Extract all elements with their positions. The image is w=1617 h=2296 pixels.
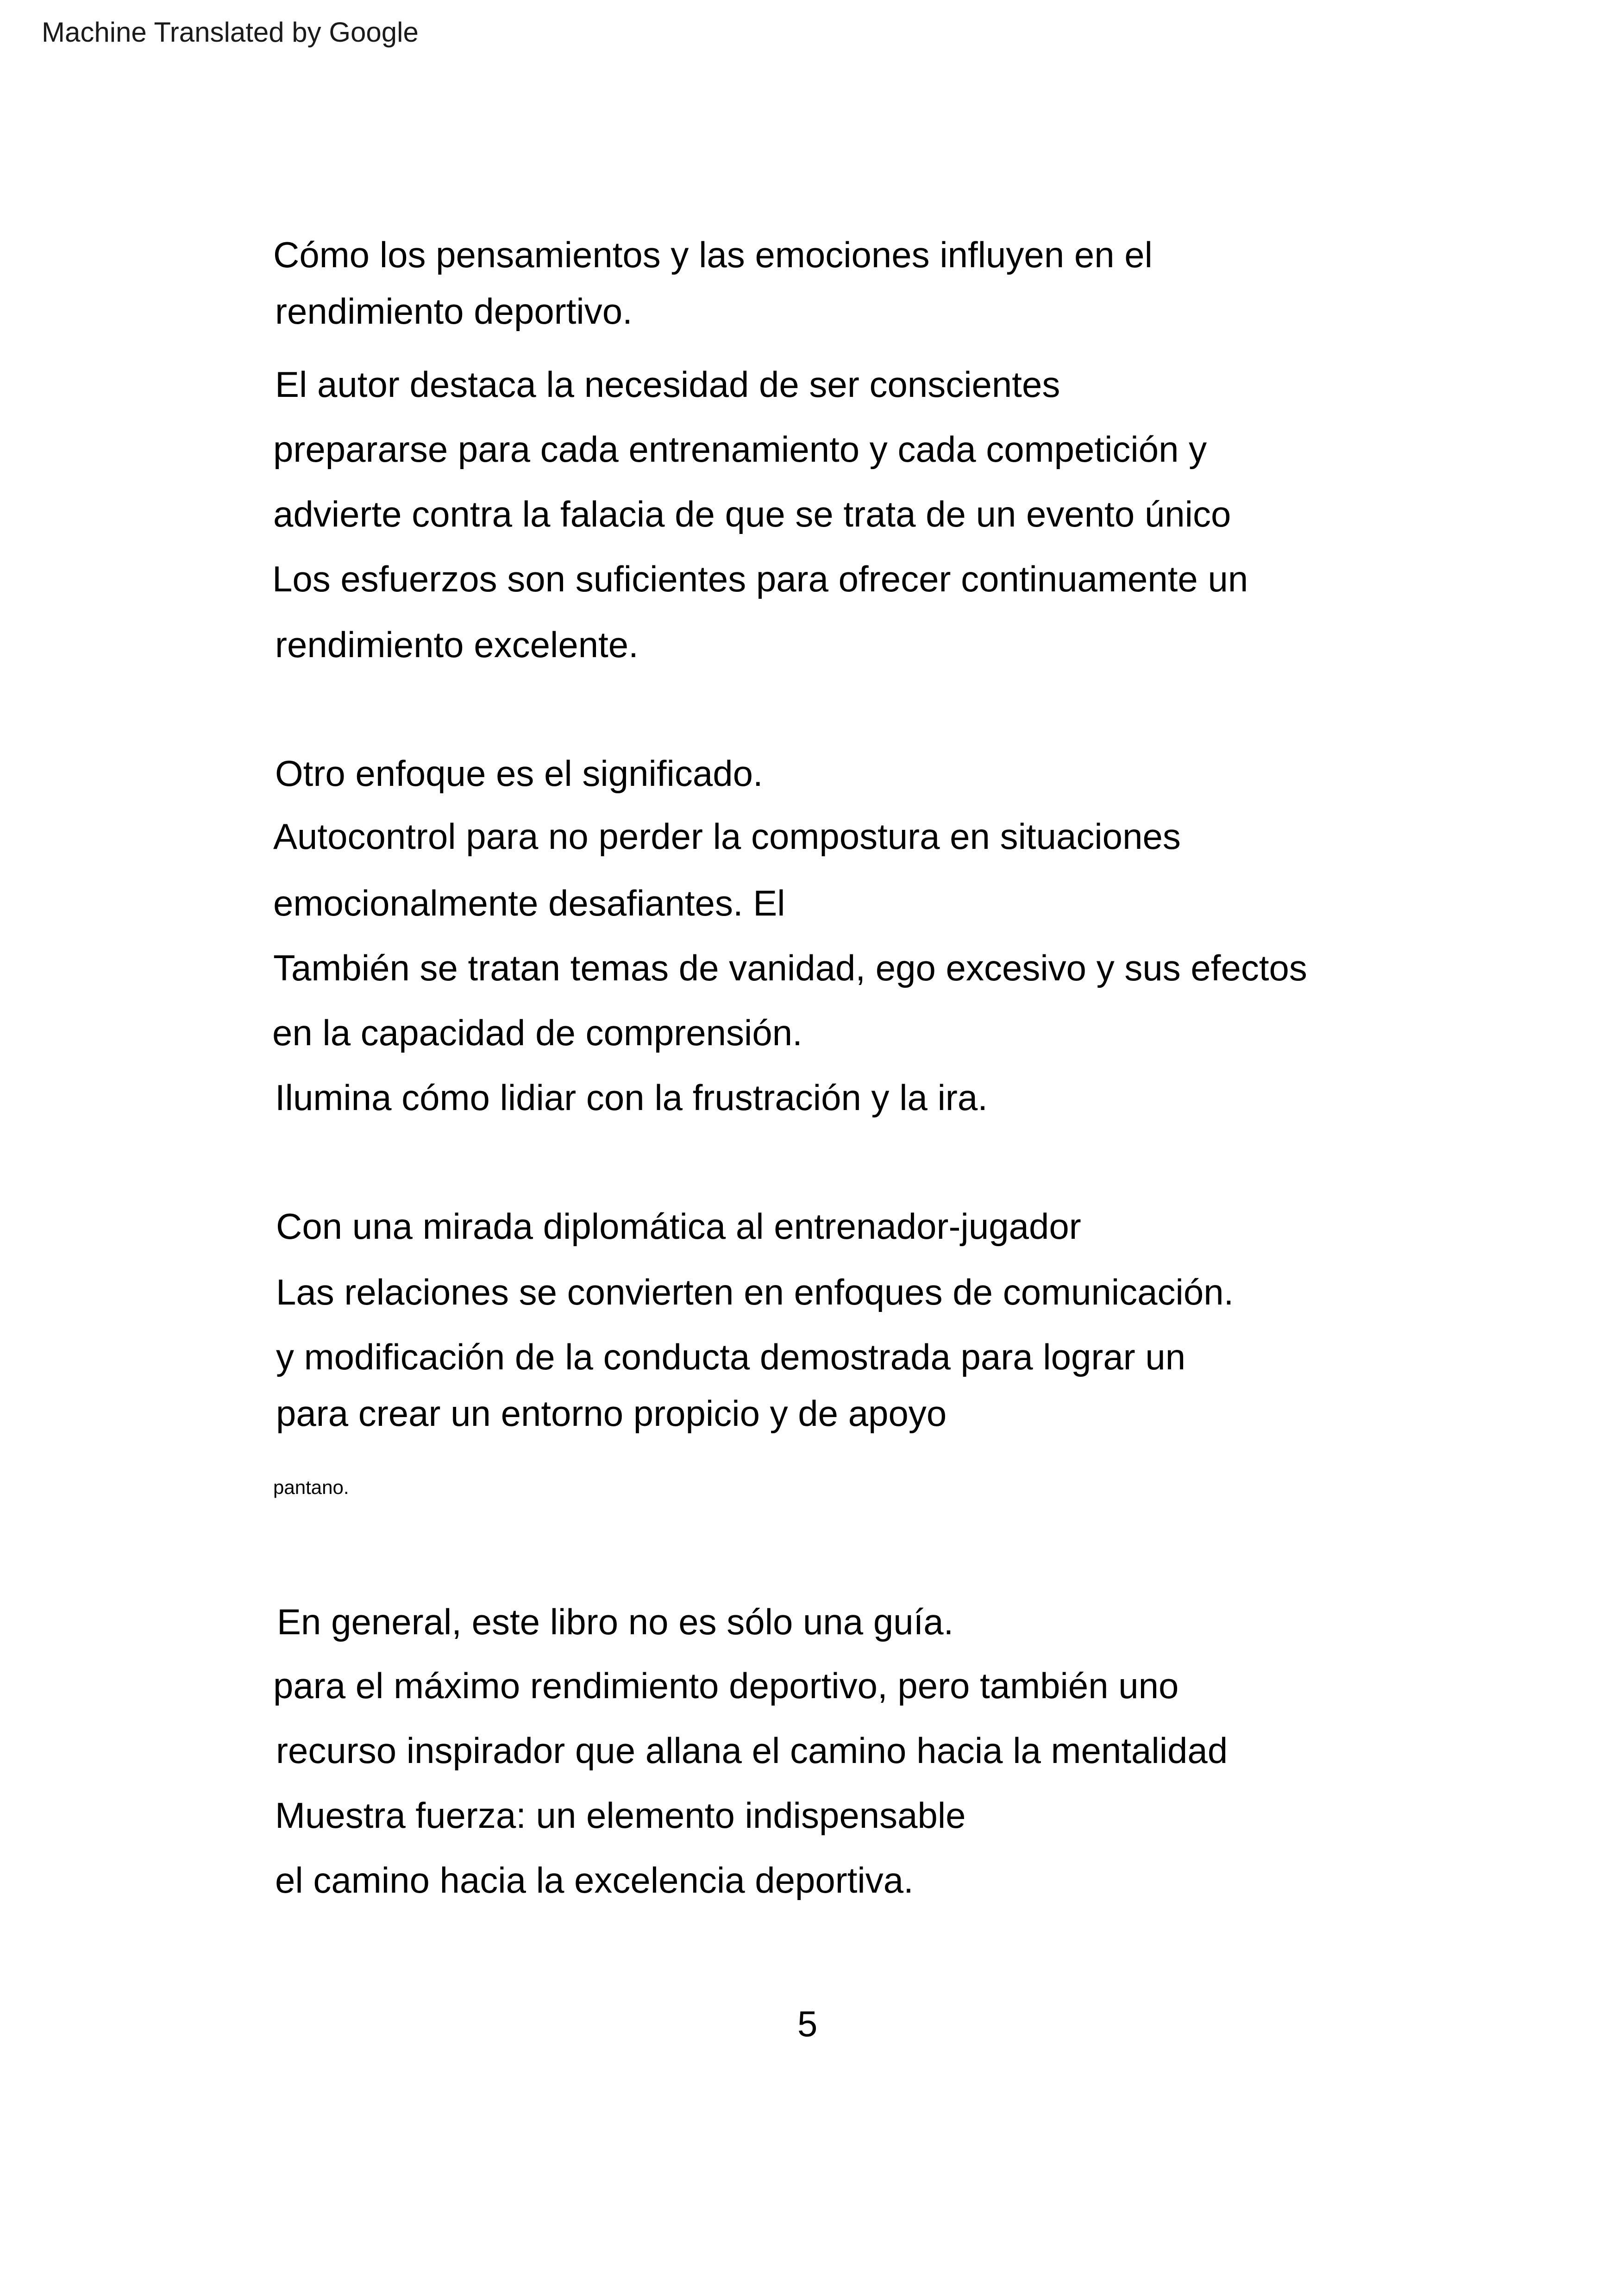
text-line: y modificación de la conducta demostrada para lograr un	[276, 1336, 1186, 1377]
text-line: Ilumina cómo lidiar con la frustración y la ira.	[275, 1077, 988, 1118]
text-line: en la capacidad de comprensión.	[272, 1012, 802, 1053]
text-line: También se tratan temas de vanidad, ego excesivo y sus efectos	[273, 947, 1307, 988]
page-number: 5	[797, 2003, 818, 2044]
text-line: Los esfuerzos son suficientes para ofrecer continuamente un	[272, 558, 1248, 599]
text-line: En general, este libro no es sólo una guía.	[277, 1601, 954, 1642]
machine-translation-notice: Machine Translated by Google	[42, 17, 419, 48]
text-line: Las relaciones se convierten en enfoques de comunicación.	[276, 1272, 1234, 1312]
text-line: rendimiento excelente.	[275, 624, 639, 665]
text-line: El autor destaca la necesidad de ser conscientes	[275, 364, 1060, 405]
text-line: recurso inspirador que allana el camino hacia la mentalidad	[276, 1730, 1228, 1771]
text-line: para crear un entorno propicio y de apoyo	[276, 1393, 947, 1434]
text-line: Cómo los pensamientos y las emociones influyen en el	[273, 234, 1153, 275]
text-line: para el máximo rendimiento deportivo, pero también uno	[273, 1665, 1179, 1706]
text-line: rendimiento deportivo.	[275, 291, 633, 332]
text-line: el camino hacia la excelencia deportiva.	[275, 1860, 914, 1901]
text-line: Con una mirada diplomática al entrenador-jugador	[276, 1206, 1081, 1247]
text-line: Muestra fuerza: un elemento indispensable	[275, 1795, 966, 1836]
text-line: Autocontrol para no perder la compostura en situaciones	[273, 816, 1181, 857]
text-line: prepararse para cada entrenamiento y cada competición y	[273, 429, 1207, 470]
text-line: emocionalmente desafiantes. El	[273, 883, 785, 923]
text-line: advierte contra la falacia de que se trata de un evento único	[273, 494, 1231, 534]
small-text-line: pantano.	[273, 1476, 349, 1498]
text-line: Otro enfoque es el significado.	[275, 753, 763, 794]
